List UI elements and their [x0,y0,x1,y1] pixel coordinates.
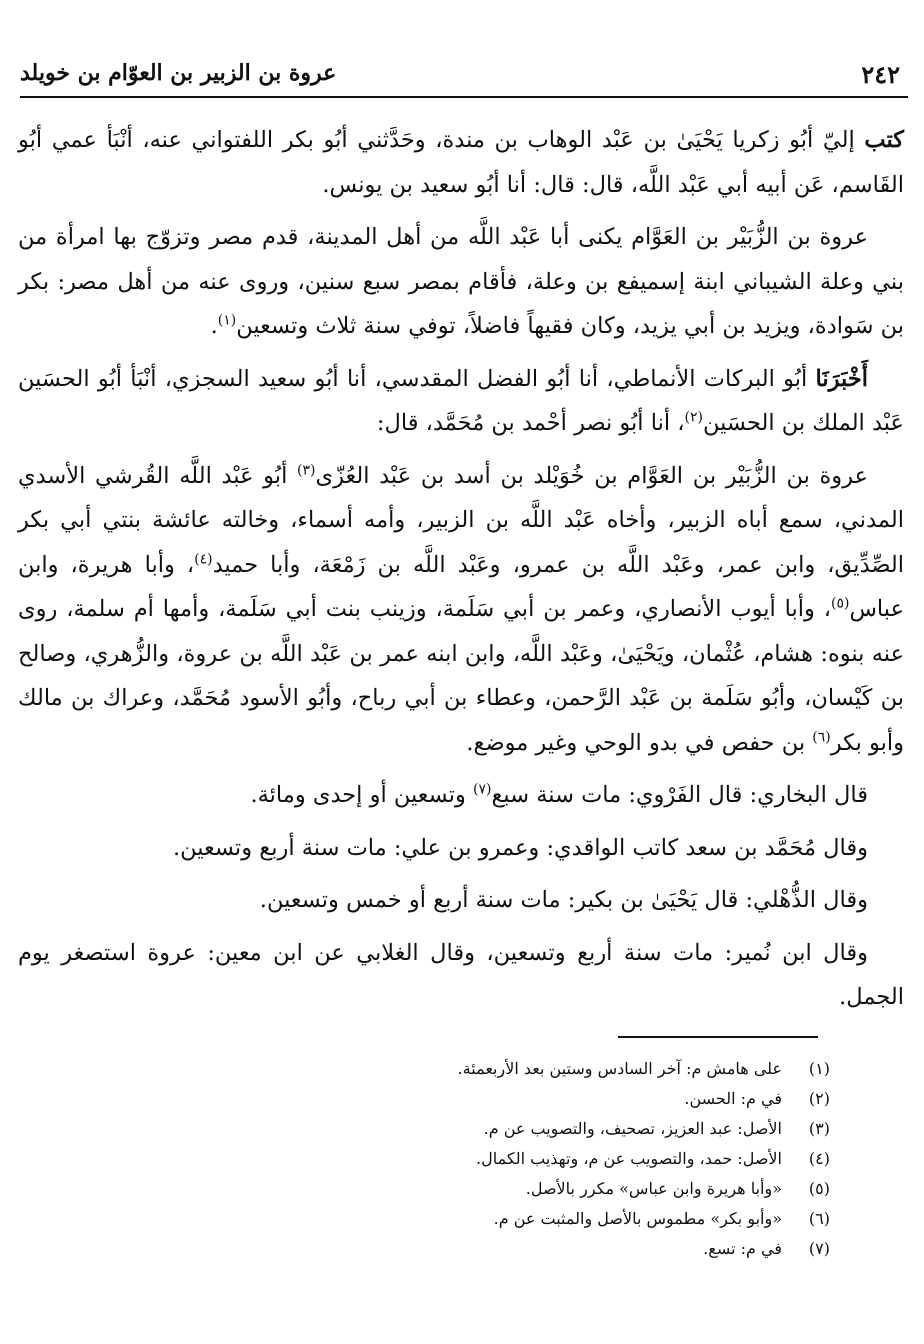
footnote-number: (٧) [808,1239,830,1258]
paragraph-p4 [18,454,904,766]
text-run: أبُو عَبْد اللَّه القُرشي الأسدي المدني، سمع أباه الزبير، وأخاه عَبْد اللَّه بن الزبير، وأمه أسماء، وخالته عائشة بنتي أبي بكر الصِّدِّيق، وابن عمر، وعَبْد اللَّه بن عمرو، وعَبْد اللَّه بن زَمْعَة، وأبا حميد [18,462,904,578]
footnote [60,1204,830,1234]
keyword: أَخْبَرَنَا [815,365,868,392]
footnote-marker: (٦) [812,729,831,745]
paragraph-p2 [18,215,904,349]
footnote-marker: (٢) [684,409,703,426]
text-run: . [210,313,218,339]
text-run: أبُو البركات الأنماطي، أنا أبُو الفضل المقدسي، أنا أبُو سعيد السجزي، أنْبَأ أبُو الحسَين عَبْد الملك بن الحسَين [18,365,904,436]
text-run: وتسعين أو إحدى ومائة. [250,782,473,808]
footnote-text: «وأبو بكر» مطموس بالأصل والمثبت عن م. [493,1209,782,1228]
footnote [60,1234,830,1264]
footnote [60,1114,830,1144]
page-number: ٢٤٢ [861,60,900,89]
text-run: ، وأبا هريرة، وابن عباس [18,551,904,622]
footnote-text: الأصل: حمد، والتصويب عن م، وتهذيب الكمال. [476,1149,782,1168]
footnote-marker: (١) [217,312,237,329]
text-run: وقال الذُّهْلي: قال يَحْيَىٰ بن بكير: مات سنة أربع أو خمس وتسعين. [259,887,868,913]
footnote-text: في م: الحسن. [684,1089,782,1108]
footnote-text: على هامش م: آخر السادس وستين بعد الأربعمئة. [457,1059,782,1078]
keyword: كتب [864,127,904,153]
footnote-number: (٤) [808,1149,830,1168]
footnote-marker: (٥) [830,595,850,612]
footnote-number: (٢) [808,1089,830,1108]
body-text [18,118,904,1028]
footnote-marker: (٧) [472,781,492,798]
paragraph-p6 [18,826,904,871]
footnote-marker: (٤) [194,551,213,567]
footnote [60,1054,830,1084]
text-run: عروة بن الزُّبَيْر بن العَوَّام بن خُوَيْلد بن أسد بن عَبْد العُزّى [315,462,868,489]
paragraph-p3 [18,357,904,446]
footnote [60,1144,830,1174]
text-run: إليّ أبُو زكريا يَحْيَىٰ بن عَبْد الوهاب بن مندة، وحَدَّثني أبُو بكر اللفتواني عنه، أنْبَأ عمي أبُو القَاسم، عَن أبيه أبي عَبْد اللَّه، قال: قال: أنا أبُو سعيد بن يونس. [18,127,904,198]
paragraph-p8 [18,931,904,1020]
text-run: ، أنا أبُو نصر أحْمد بن مُحَمَّد، قال: [376,410,685,436]
text-run: قال البخاري: قال الفَرْوي: مات سنة سبع [491,782,868,808]
text-run: وقال ابن نُمير: مات سنة أربع وتسعين، وقال الغلابي عن ابن معين: عروة استصغر يوم الجمل. [18,939,904,1010]
footnote-number: (٣) [808,1119,830,1138]
text-run: بن حفص في بدو الوحي وغير موضع. [466,729,813,756]
footnote-number: (١) [808,1059,830,1078]
footnote-text: الأصل: عبد العزيز، تصحيف، والتصويب عن م. [483,1119,782,1138]
footnote-number: (٥) [808,1179,830,1198]
footnote [60,1084,830,1114]
footnote-marker: (٣) [297,462,316,478]
running-title: عروة بن الزبير بن العوّام بن خويلد [20,60,337,86]
footnote-separator [618,1036,818,1038]
text-run: وقال مُحَمَّد بن سعد كاتب الواقدي: وعمرو بن علي: مات سنة أربع وتسعين. [172,834,868,861]
paragraph-p5 [18,773,904,818]
footnotes [60,1054,830,1264]
footnote-text: «وأبا هريرة وابن عباس» مكرر بالأصل. [525,1179,782,1198]
footnote-text: في م: تسع. [703,1239,782,1258]
text-run: عروة بن الزُّبَيْر بن العَوَّام يكنى أبا عَبْد اللَّه من أهل المدينة، قدم مصر وتزوّج بها امرأة من بني وعلة الشيباني ابنة إسميفع بن وعلة، فأقام بمصر سبع سنين، وروى عنه من أهل مصر: بكر بن سَوادة، ويزيد بن أبي يزيد، وكان فقيهاً فاضلاً، توفي سنة ثلاث وتسعين [18,224,904,339]
paragraph-p1 [18,118,904,207]
paragraph-p7 [18,878,904,923]
footnote [60,1174,830,1204]
text-run: ، وأبا أيوب الأنصاري، وعمر بن أبي سَلَمة، وزينب بنت أبي سَلَمة، وأمها أم سلمة، روى عنه بنوه: هشام، عُثْمان، ويَحْيَىٰ، وعَبْد اللَّه، وابن ابنه عمر بن عَبْد اللَّه بن عروة، والزُّهري، وصالح بن كَيْسان، وأبُو سَلَمة بن عَبْد الرَّحمن، وعطاء بن أبي رباح، وأبُو الأسود مُحَمَّد، وعراك بن مالك وأبو بكر [18,596,904,756]
footnote-number: (٦) [808,1209,830,1228]
page-header [20,52,908,98]
